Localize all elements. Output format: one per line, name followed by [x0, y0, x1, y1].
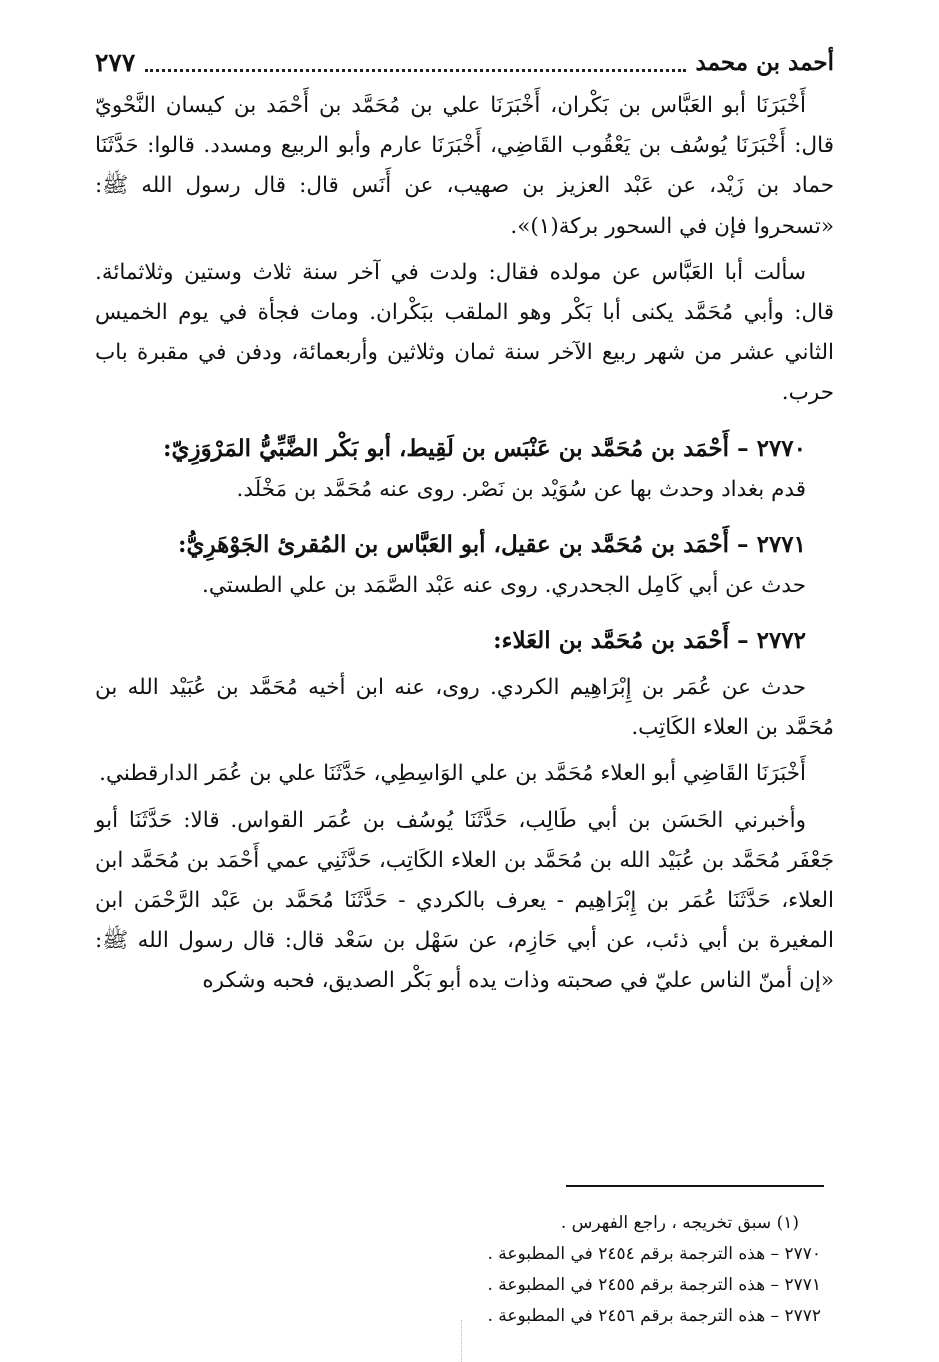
paragraph-isnad-2: وأخبرني الحَسَن بن أبي طَالِب، حَدَّثَنَا يُوسُف بن عُمَر القواس. قالا: حَدَّثَنَا أبو جَعْفَر مُحَمَّد بن عُبَيْد الله بن مُحَمَّد بن العلاء الكَاتِب، حَدَّثَنِي عمي أَحْمَد بن مُحَمَّد ابن العلاء، حَدَّثَنَا عُمَر بن إِبْرَاهِيم - يعرف بالكردي - حَدَّثَنَا مُحَمَّد بن عَبْد الرَّحْمَن ابن المغيرة بن أبي ذئب، عن أبي حَازِم، عن سَهْل بن سَعْد قال: قال رسول الله ﷺ: «إن أمنّ الناس عليّ في صحبته وذات يده أبو بَكْر الصديق، فحبه وشكره [95, 807, 834, 994]
footnote-2770: ٢٧٧٠ – هذه الترجمة برقم ٢٤٥٤ في المطبوعة . [487, 1244, 821, 1264]
dotted-leader [145, 69, 685, 72]
paragraph-isnad-1: أَخْبَرَنَا القَاضِي أبو العلاء مُحَمَّد بن علي الوَاسِطِي، حَدَّثَنَا علي بن عُمَر الدارقطني. [99, 761, 806, 787]
entry-title-2772: ٢٧٧٢ – أَحْمَد بن مُحَمَّد بن العَلاء: [493, 627, 806, 655]
footnote-2772: ٢٧٧٢ – هذه الترجمة برقم ٢٤٥٦ في المطبوعة . [487, 1306, 821, 1326]
entry-title-2770: ٢٧٧٠ – أَحْمَد بن مُحَمَّد بن عَنْبَس بن لَقِيط، أبو بَكْر الضَّبِّيُّ المَرْوَزِيّ: [162, 434, 806, 462]
paragraph-entry-2772: حدث عن عُمَر بن إِبْرَاهِيم الكردي. روى، عنه ابن أخيه مُحَمَّد بن عُبَيْد الله بن مُحَمَّد بن العلاء الكَاتِب. [95, 675, 834, 741]
paragraph-entry-2770: قدم بغداد وحدث بها عن سُوَيْد بن نَصْر. روى عنه مُحَمَّد بن مَخْلَد. [236, 476, 806, 502]
page-number: ٢٧٧ [95, 47, 136, 77]
entry-title-2771: ٢٧٧١ – أَحْمَد بن مُحَمَّد بن عقيل، أبو العَبَّاس بن المُقرئ الجَوْهَرِيُّ: [177, 530, 806, 558]
footnotes [300, 1208, 821, 1332]
paragraph-hadith-1: أَخْبَرَنَا أبو العَبَّاس بن بَكْران، أَخْبَرَنَا علي بن مُحَمَّد بن أَحْمَد بن كيسان النَّحْويّ قال: أَخْبَرَنَا يُوسُف بن يَعْقُوب القَاضِي، أَخْبَرَنَا عارم وأبو الربيع ومسدد. قالوا: حَدَّثَنَا حماد بن زَيْد، عن عَبْد العزيز بن صهيب، عن أَنَس قال: قال رسول الله ﷺ: «تسحروا فإن في السحور بركة(١)». [95, 93, 834, 239]
footnote-2771: ٢٧٧١ – هذه الترجمة برقم ٢٤٥٥ في المطبوعة . [487, 1275, 821, 1295]
footnote-1: (١) سبق تخريجه ، راجع الفهرس . [560, 1213, 799, 1233]
running-title: أحمد بن محمد [695, 48, 834, 76]
paragraph-birth-death: سألت أبا العَبَّاس عن مولده فقال: ولدت في آخر سنة ثلاث وستين وثلاثمائة. قال: وأبي مُحَمَّد يكنى أبا بَكْر وهو الملقب ببَكْران. ومات فجأة في يوم الخميس الثاني عشر من شهر ربيع الآخر سنة ثمان وثلاثين وأربعمائة، ودفن في مقبرة باب حرب. [95, 259, 834, 406]
paragraph-entry-2771: حدث عن أبي كَامِل الجحدري. روى عنه عَبْد الصَّمَد بن علي الطستي. [202, 572, 806, 598]
main-text [95, 86, 834, 1002]
page-header [95, 40, 834, 84]
scan-gutter-mark [461, 1320, 462, 1362]
footnote-divider [566, 1185, 824, 1187]
